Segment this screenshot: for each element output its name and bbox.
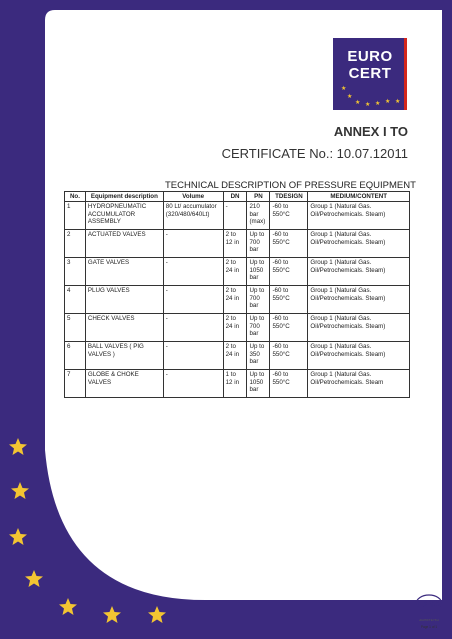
cell-pn: Up to 700 bar [247,230,270,258]
cell-dn: 2 to 12 in [223,230,247,258]
table-title: TECHNICAL DESCRIPTION OF PRESSURE EQUIPMENT [165,180,416,191]
cell-volume: - [163,258,223,286]
cell-volume: - [163,342,223,370]
cell-tdesign: -60 to 550°C [270,230,308,258]
cell-pn: Up to 1050 bar [247,370,270,398]
table-row [65,258,410,286]
cell-tdesign: -60 to 550°C [270,286,308,314]
cell-no: 4 [65,286,86,314]
header-cell: Equipment description [85,192,163,202]
logo-line1: EURO [347,48,393,65]
logo-star-icon: ★ [355,100,361,106]
certificate-number: CERTIFICATE No.: 10.07.12011 [221,146,408,161]
cell-dn: 2 to 24 in [223,286,247,314]
cell-dn: 2 to 24 in [223,342,247,370]
header-cell: Volume [163,192,223,202]
esyd-small-text: ΔΙΑΠΙΣΤΕΥΣΗ [419,618,439,622]
cell-medium: Group 1 (Natural Gas. Oil/Petrochemicals. Steam) [308,258,410,286]
cell-medium: Group 1 (Natural Gas. Oil/Petrochemicals. Steam) [308,230,410,258]
cell-pn: Up to 700 bar [247,314,270,342]
cell-no: 3 [65,258,86,286]
cell-tdesign: -60 to 550°C [270,342,308,370]
cell-equipment: PLUG VALVES [85,286,163,314]
cell-equipment: HYDROPNEUMATIC ACCUMULATOR ASSEMBLY [85,202,163,230]
table-row [65,230,410,258]
cell-dn: 1 to 12 in [223,370,247,398]
cell-medium: Group 1 (Natural Gas. Oil/Petrochemicals. Steam) [308,202,410,230]
page-number: Page 1 of 1 [420,624,438,629]
logo-star-icon: ★ [365,102,371,108]
cell-pn: 210 bar (max) [247,202,270,230]
eurocert-logo [333,38,407,110]
table-row [65,370,410,398]
header-cell: DN [223,192,247,202]
cell-medium: Group 1 (Natural Gas. Oil/Petrochemicals. Steam) [308,342,410,370]
logo-star-icon: ★ [347,94,353,100]
cell-volume: - [163,286,223,314]
logo-star-icon: ★ [341,86,347,92]
cell-medium: Group 1 (Natural Gas. Oil/Petrochemicals. Steam) [308,314,410,342]
cell-dn: 2 to 24 in [223,314,247,342]
cell-dn: - [223,202,247,230]
cell-dn: 2 to 24 in [223,258,247,286]
logo-star-icon: ★ [375,101,381,107]
logo-star-icon: ★ [385,99,391,105]
cell-volume: - [163,314,223,342]
annex-heading: ANNEX I TO [333,124,408,139]
cell-equipment: ACTUATED VALVES [85,230,163,258]
logo-line2: CERT [348,65,392,82]
table-row [65,286,410,314]
header-cell: MEDIUM/CONTENT [308,192,410,202]
cell-no: 5 [65,314,86,342]
cell-pn: Up to 350 bar [247,342,270,370]
logo-red-bar [404,38,407,110]
cell-equipment: BALL VALVES ( PIG VALVES ) [85,342,163,370]
esyd-emblem-icon [414,594,444,614]
header-cell: PN [247,192,270,202]
cell-no: 1 [65,202,86,230]
table-row [65,202,410,230]
cell-medium: Group 1 (Natural Gas. Oil/Petrochemicals. Steam) [308,286,410,314]
table-row [65,314,410,342]
header-cell: No. [65,192,86,202]
cell-tdesign: -60 to 550°C [270,314,308,342]
cell-equipment: GLOBE & CHOKE VALVES [85,370,163,398]
cell-no: 6 [65,342,86,370]
cell-equipment: GATE VALVES [85,258,163,286]
cell-medium: Group 1 (Natural Gas. Oil/Petrochemicals. Steam [308,370,410,398]
cell-volume: - [163,230,223,258]
cell-pn: Up to 1050 bar [247,258,270,286]
logo-star-icon: ★ [395,99,401,105]
cell-equipment: CHECK VALVES [85,314,163,342]
cell-volume: 80 Lt/ accumulator (320/480/640Lt) [163,202,223,230]
cell-tdesign: -60 to 550°C [270,258,308,286]
cell-volume: - [163,370,223,398]
cell-tdesign: -60 to 550°C [270,202,308,230]
cell-no: 7 [65,370,86,398]
cell-no: 2 [65,230,86,258]
svg-text:ΕΣΥΔ: ΕΣΥΔ [417,599,441,609]
cell-pn: Up to 700 bar [247,286,270,314]
esyd-accreditation-logo [414,594,444,629]
table-header-row [65,192,410,202]
header-cell: TDESIGN [270,192,308,202]
cell-tdesign: -60 to 550°C [270,370,308,398]
pressure-equipment-table [64,191,410,398]
table-row [65,342,410,370]
